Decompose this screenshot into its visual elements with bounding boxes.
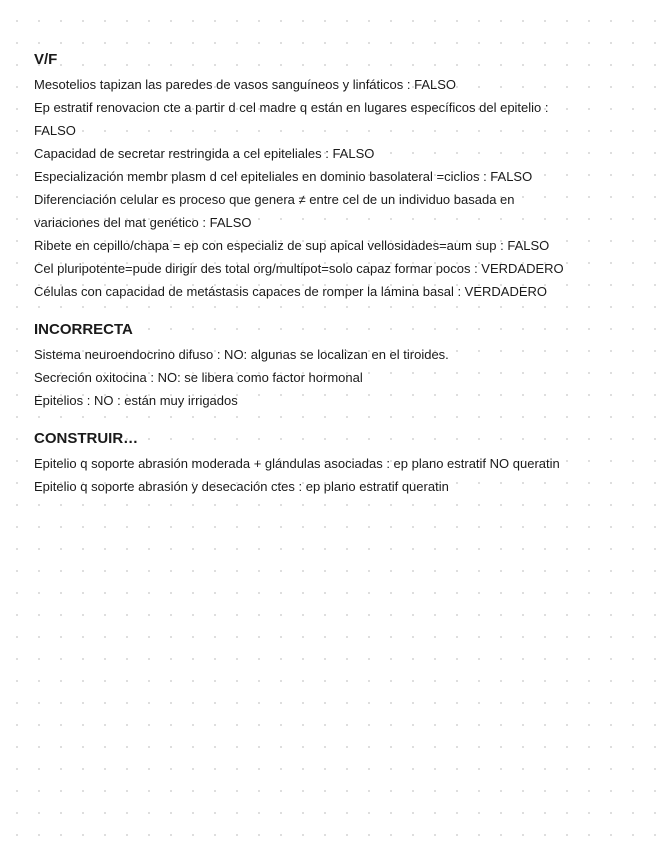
section-incorrecta <box>34 320 634 412</box>
note-line: Ribete en cepillo/chapa = ep con especializ de sup apical vellosidades=aum sup : FALSO <box>34 238 550 253</box>
section-heading: CONSTRUIR… <box>34 430 139 447</box>
note-line: Especialización membr plasm d cel epiteliales en dominio basolateral =ciclios : FALSO <box>34 169 533 184</box>
note-line: FALSO <box>34 123 76 138</box>
note-line: Células con capacidad de metástasis capaces de romper la lámina basal : VERDADERO <box>34 284 548 299</box>
note-line: Capacidad de secretar restringida a cel epiteliales : FALSO <box>34 146 375 161</box>
note-line: Mesotelios tapizan las paredes de vasos sanguíneos y linfáticos : FALSO <box>34 77 457 92</box>
section-heading: INCORRECTA <box>34 321 133 338</box>
note-line: Ep estratif renovacion cte a partir d cel madre q están en lugares específicos del epitelio : <box>34 100 549 115</box>
note-line: variaciones del mat genético : FALSO <box>34 215 252 230</box>
note-line: Epitelios : NO : están muy irrigados <box>34 393 238 408</box>
note-line: Secreción oxitocina : NO: se libera como factor hormonal <box>34 370 363 385</box>
note-line: Sistema neuroendocrino difuso : NO: algunas se localizan en el tiroides. <box>34 347 449 362</box>
note-line: Epitelio q soporte abrasión moderada + glándulas asociadas : ep plano estratif NO queratin <box>34 456 560 471</box>
section-heading: V/F <box>34 51 58 68</box>
note-line: Diferenciación celular es proceso que genera ≠ entre cel de un individuo basada en <box>34 192 515 207</box>
section-construir <box>34 429 634 498</box>
note-line: Epitelio q soporte abrasión y desecación ctes : ep plano estratif queratin <box>34 479 449 494</box>
note-line: Cel pluripotente=pude dirigir des total org/multipot=solo capaz formar pocos : VERDADERO <box>34 261 564 276</box>
note-page <box>34 50 634 515</box>
section-vf <box>34 50 634 303</box>
